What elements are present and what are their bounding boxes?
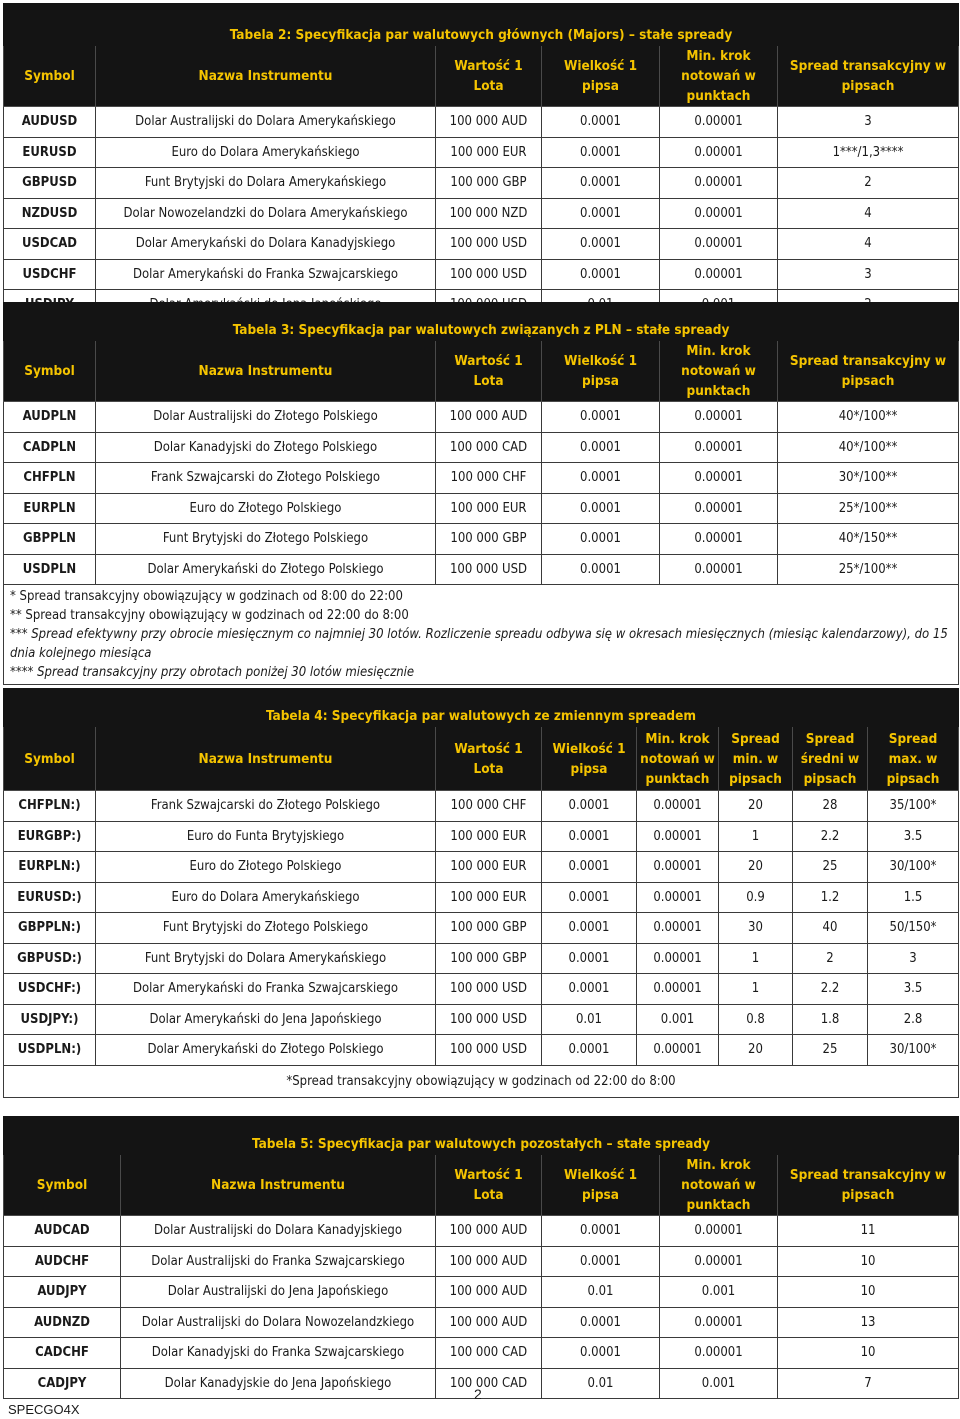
cell-spread: 10 (778, 1338, 959, 1369)
cell-instrument-name: Dolar Australijski do Franka Szwajcarskiego (121, 1246, 436, 1277)
table-row (4, 493, 959, 524)
table-row (4, 402, 959, 433)
table-title-row (4, 4, 959, 46)
footnote-row (4, 1065, 959, 1097)
table-row (4, 229, 959, 260)
table-row (4, 974, 959, 1005)
footnote-2: ** Spread transakcyjny obowiązujący w godzinach od 22:00 do 8:00 (10, 608, 409, 623)
majors-spec-table (3, 3, 959, 321)
cell-spread: 11 (778, 1216, 959, 1247)
cell-spread: 30*/100** (778, 463, 959, 494)
cell-spread: 10 (778, 1277, 959, 1308)
cell-min-tick: 0.00001 (660, 554, 778, 585)
header-min-tick: Min. krok notowań w punktach (660, 341, 778, 402)
cell-spread-avg: 2.2 (793, 974, 868, 1005)
cell-symbol: USDPLN (4, 554, 96, 585)
cell-symbol: GBPUSD:) (4, 943, 96, 974)
cell-spread-max: 2.8 (868, 1004, 959, 1035)
cell-min-tick: 0.00001 (637, 913, 719, 944)
table-row (4, 107, 959, 138)
document-code: SPECGO4X (8, 1402, 80, 1417)
cell-spread-max: 3.5 (868, 821, 959, 852)
table-row (4, 852, 959, 883)
cell-symbol: AUDJPY (4, 1277, 121, 1308)
cell-instrument-name: Funt Brytyjski do Złotego Polskiego (96, 524, 436, 555)
cell-symbol: USDCAD (4, 229, 96, 260)
cell-symbol: EURUSD (4, 137, 96, 168)
cell-spread: 3 (778, 107, 959, 138)
cell-min-tick: 0.00001 (660, 463, 778, 494)
cell-instrument-name: Dolar Amerykański do Franka Szwajcarskiego (96, 974, 436, 1005)
table-title: Tabela 5: Specyfikacja par walutowych pozostałych – stałe spready (4, 1117, 959, 1155)
cell-pip-size: 0.0001 (542, 402, 660, 433)
header-lot-value: Wartość 1 Lota (436, 1155, 542, 1216)
table-title: Tabela 2: Specyfikacja par walutowych głównych (Majors) – stałe spready (4, 4, 959, 46)
cell-pip-size: 0.0001 (542, 852, 637, 883)
cell-instrument-name: Euro do Złotego Polskiego (96, 493, 436, 524)
cell-instrument-name: Dolar Amerykański do Dolara Kanadyjskiego (96, 229, 436, 260)
cell-spread: 4 (778, 198, 959, 229)
cell-lot-value: 100 000 AUD (436, 1277, 542, 1308)
cell-pip-size: 0.0001 (542, 168, 660, 199)
cell-min-tick: 0.00001 (660, 107, 778, 138)
header-lot-value: Wartość 1 Lota (436, 46, 542, 107)
cell-lot-value: 100 000 CHF (436, 463, 542, 494)
cell-min-tick: 0.00001 (660, 229, 778, 260)
cell-min-tick: 0.001 (637, 1004, 719, 1035)
cell-pip-size: 0.01 (542, 1004, 637, 1035)
cell-symbol: USDCHF (4, 259, 96, 290)
cell-symbol: NZDUSD (4, 198, 96, 229)
cell-instrument-name: Dolar Australijski do Dolara Nowozelandzkiego (121, 1307, 436, 1338)
cell-spread: 1***/1,3**** (778, 137, 959, 168)
cell-symbol: CHFPLN:) (4, 791, 96, 822)
cell-pip-size: 0.0001 (542, 913, 637, 944)
header-symbol: Symbol (4, 341, 96, 402)
cell-min-tick: 0.00001 (660, 493, 778, 524)
cell-min-tick: 0.00001 (637, 791, 719, 822)
cell-instrument-name: Dolar Kanadyjski do Złotego Polskiego (96, 432, 436, 463)
cell-pip-size: 0.0001 (542, 524, 660, 555)
cell-symbol: AUDUSD (4, 107, 96, 138)
cell-symbol: CADCHF (4, 1338, 121, 1369)
cell-symbol: GBPPLN:) (4, 913, 96, 944)
cell-instrument-name: Funt Brytyjski do Dolara Amerykańskiego (96, 168, 436, 199)
header-lot-value: Wartość 1 Lota (436, 727, 542, 791)
cell-spread-avg: 1.8 (793, 1004, 868, 1035)
cell-spread: 40*/150** (778, 524, 959, 555)
cell-instrument-name: Dolar Australijski do Dolara Amerykańskiego (96, 107, 436, 138)
header-symbol: Symbol (4, 727, 96, 791)
cell-spread-avg: 28 (793, 791, 868, 822)
cell-spread: 1 (719, 821, 793, 852)
header-min-tick: Min. krok notowań w punktach (660, 46, 778, 107)
table-row (4, 259, 959, 290)
cell-symbol: USDJPY:) (4, 1004, 96, 1035)
cell-instrument-name: Euro do Złotego Polskiego (96, 852, 436, 883)
header-symbol: Symbol (4, 46, 96, 107)
cell-spread-max: 3 (868, 943, 959, 974)
table-row (4, 913, 959, 944)
pln-spec-table (3, 302, 959, 685)
cell-min-tick: 0.00001 (660, 402, 778, 433)
cell-symbol: CHFPLN (4, 463, 96, 494)
cell-spread: 2 (778, 168, 959, 199)
header-min-tick: Min. krok notowań w punktach (637, 727, 719, 791)
cell-instrument-name: Frank Szwajcarski do Złotego Polskiego (96, 791, 436, 822)
table-header-row (4, 1155, 959, 1216)
cell-instrument-name: Dolar Australijski do Dolara Kanadyjskiego (121, 1216, 436, 1247)
cell-spread-avg: 25 (793, 852, 868, 883)
cell-min-tick: 0.00001 (660, 168, 778, 199)
header-spread: Spread transakcyjny w pipsach (778, 341, 959, 402)
cell-lot-value: 100 000 CAD (436, 1338, 542, 1369)
cell-lot-value: 100 000 GBP (436, 913, 542, 944)
cell-lot-value: 100 000 GBP (436, 524, 542, 555)
header-instrument-name: Nazwa Instrumentu (96, 341, 436, 402)
cell-lot-value: 100 000 CHF (436, 791, 542, 822)
table-row (4, 791, 959, 822)
cell-lot-value: 100 000 GBP (436, 943, 542, 974)
cell-spread-avg: 2 (793, 943, 868, 974)
cell-min-tick: 0.00001 (637, 852, 719, 883)
cell-spread: 13 (778, 1307, 959, 1338)
cell-pip-size: 0.0001 (542, 1307, 660, 1338)
cell-instrument-name: Dolar Amerykański do Złotego Polskiego (96, 1035, 436, 1066)
cell-instrument-name: Dolar Kanadyjski do Franka Szwajcarskiego (121, 1338, 436, 1369)
cell-pip-size: 0.0001 (542, 1246, 660, 1277)
table-row (4, 463, 959, 494)
cell-spread-max: 30/100* (868, 1035, 959, 1066)
cell-min-tick: 0.00001 (660, 1216, 778, 1247)
header-spread: Spread transakcyjny w pipsach (778, 46, 959, 107)
cell-pip-size: 0.0001 (542, 791, 637, 822)
cell-spread: 40*/100** (778, 432, 959, 463)
cell-pip-size: 0.0001 (542, 882, 637, 913)
table-row (4, 554, 959, 585)
cell-spread-max: 50/150* (868, 913, 959, 944)
header-instrument-name: Nazwa Instrumentu (96, 46, 436, 107)
other-pairs-spec-table (3, 1116, 959, 1399)
cell-spread: 0.8 (719, 1004, 793, 1035)
cell-min-tick: 0.00001 (637, 974, 719, 1005)
table-row (4, 524, 959, 555)
cell-lot-value: 100 000 USD (436, 1004, 542, 1035)
table-row (4, 198, 959, 229)
table-row (4, 943, 959, 974)
cell-pip-size: 0.0001 (542, 137, 660, 168)
cell-instrument-name: Frank Szwajcarski do Złotego Polskiego (96, 463, 436, 494)
cell-min-tick: 0.00001 (637, 882, 719, 913)
cell-spread-avg: 40 (793, 913, 868, 944)
cell-symbol: AUDCAD (4, 1216, 121, 1247)
cell-symbol: CADJPY (4, 1368, 121, 1399)
table-header-row (4, 727, 959, 791)
cell-symbol: EURPLN (4, 493, 96, 524)
cell-min-tick: 0.00001 (637, 821, 719, 852)
cell-symbol: EURGBP:) (4, 821, 96, 852)
cell-spread: 20 (719, 1035, 793, 1066)
cell-lot-value: 100 000 USD (436, 554, 542, 585)
cell-pip-size: 0.0001 (542, 229, 660, 260)
table-row (4, 168, 959, 199)
table-header-row (4, 46, 959, 107)
cell-lot-value: 100 000 USD (436, 1035, 542, 1066)
footnote-4: **** Spread transakcyjny przy obrotach poniżej 30 lotów miesięcznie (10, 665, 415, 680)
cell-pip-size: 0.0001 (542, 198, 660, 229)
table-row (4, 821, 959, 852)
cell-min-tick: 0.001 (660, 1368, 778, 1399)
cell-min-tick: 0.00001 (660, 137, 778, 168)
table-title: Tabela 3: Specyfikacja par walutowych związanych z PLN – stałe spready (4, 303, 959, 341)
cell-spread: 10 (778, 1246, 959, 1277)
cell-spread-max: 3.5 (868, 974, 959, 1005)
table-row (4, 1035, 959, 1066)
header-pip-size: Wielkość 1 pipsa (542, 341, 660, 402)
cell-symbol: EURUSD:) (4, 882, 96, 913)
cell-spread-max: 30/100* (868, 852, 959, 883)
cell-min-tick: 0.001 (660, 1277, 778, 1308)
cell-min-tick: 0.00001 (660, 1246, 778, 1277)
cell-lot-value: 100 000 AUD (436, 107, 542, 138)
cell-spread: 40*/100** (778, 402, 959, 433)
footnotes-row (4, 585, 959, 685)
cell-min-tick: 0.00001 (660, 1307, 778, 1338)
cell-instrument-name: Dolar Australijski do Złotego Polskiego (96, 402, 436, 433)
cell-instrument-name: Euro do Dolara Amerykańskiego (96, 137, 436, 168)
cell-spread-avg: 1.2 (793, 882, 868, 913)
cell-instrument-name: Dolar Australijski do Jena Japońskiego (121, 1277, 436, 1308)
header-spread-avg: Spread średni w pipsach (793, 727, 868, 791)
cell-instrument-name: Dolar Kanadyjskie do Jena Japońskiego (121, 1368, 436, 1399)
table-title-row (4, 1117, 959, 1155)
cell-pip-size: 0.0001 (542, 554, 660, 585)
cell-pip-size: 0.0001 (542, 259, 660, 290)
cell-spread: 1 (719, 943, 793, 974)
header-instrument-name: Nazwa Instrumentu (96, 727, 436, 791)
cell-lot-value: 100 000 USD (436, 974, 542, 1005)
table-title: Tabela 4: Specyfikacja par walutowych ze zmiennym spreadem (4, 689, 959, 727)
cell-pip-size: 0.0001 (542, 1216, 660, 1247)
header-spread-min: Spread min. w pipsach (719, 727, 793, 791)
cell-spread: 20 (719, 852, 793, 883)
table-row (4, 137, 959, 168)
table-row (4, 882, 959, 913)
cell-instrument-name: Dolar Nowozelandzki do Dolara Amerykańskiego (96, 198, 436, 229)
cell-spread: 3 (778, 259, 959, 290)
cell-symbol: USDCHF:) (4, 974, 96, 1005)
cell-lot-value: 100 000 NZD (436, 198, 542, 229)
cell-symbol: USDPLN:) (4, 1035, 96, 1066)
cell-instrument-name: Dolar Amerykański do Złotego Polskiego (96, 554, 436, 585)
cell-lot-value: 100 000 CAD (436, 432, 542, 463)
header-instrument-name: Nazwa Instrumentu (121, 1155, 436, 1216)
cell-pip-size: 0.0001 (542, 1338, 660, 1369)
cell-instrument-name: Euro do Funta Brytyjskiego (96, 821, 436, 852)
cell-spread-max: 1.5 (868, 882, 959, 913)
cell-lot-value: 100 000 CAD (436, 1368, 542, 1399)
table-row (4, 1307, 959, 1338)
cell-lot-value: 100 000 AUD (436, 1246, 542, 1277)
cell-min-tick: 0.00001 (660, 1338, 778, 1369)
cell-instrument-name: Dolar Amerykański do Jena Japońskiego (96, 1004, 436, 1035)
cell-instrument-name: Funt Brytyjski do Dolara Amerykańskiego (96, 943, 436, 974)
cell-min-tick: 0.00001 (637, 1035, 719, 1066)
header-spread-max: Spread max. w pipsach (868, 727, 959, 791)
cell-instrument-name: Funt Brytyjski do Złotego Polskiego (96, 913, 436, 944)
cell-spread: 20 (719, 791, 793, 822)
table-row (4, 1216, 959, 1247)
cell-instrument-name: Euro do Dolara Amerykańskiego (96, 882, 436, 913)
footnote: *Spread transakcyjny obowiązujący w godzinach od 22:00 do 8:00 (4, 1065, 959, 1097)
cell-lot-value: 100 000 EUR (436, 493, 542, 524)
cell-spread: 0.9 (719, 882, 793, 913)
table-row (4, 1277, 959, 1308)
table-title-row (4, 689, 959, 727)
cell-lot-value: 100 000 EUR (436, 882, 542, 913)
cell-lot-value: 100 000 EUR (436, 137, 542, 168)
table-row (4, 1004, 959, 1035)
cell-lot-value: 100 000 USD (436, 229, 542, 260)
cell-pip-size: 0.0001 (542, 493, 660, 524)
cell-spread: 7 (778, 1368, 959, 1399)
cell-symbol: GBPPLN (4, 524, 96, 555)
cell-lot-value: 100 000 AUD (436, 1216, 542, 1247)
cell-pip-size: 0.01 (542, 1368, 660, 1399)
cell-symbol: AUDPLN (4, 402, 96, 433)
cell-lot-value: 100 000 EUR (436, 821, 542, 852)
header-lot-value: Wartość 1 Lota (436, 341, 542, 402)
cell-symbol: EURPLN:) (4, 852, 96, 883)
header-pip-size: Wielkość 1 pipsa (542, 727, 637, 791)
variable-spread-table (3, 688, 959, 1098)
cell-spread: 25*/100** (778, 554, 959, 585)
footnote-1: * Spread transakcyjny obowiązujący w godzinach od 8:00 do 22:00 (10, 589, 403, 604)
header-pip-size: Wielkość 1 pipsa (542, 1155, 660, 1216)
cell-lot-value: 100 000 GBP (436, 168, 542, 199)
cell-spread: 30 (719, 913, 793, 944)
cell-instrument-name: Dolar Amerykański do Franka Szwajcarskiego (96, 259, 436, 290)
table-row (4, 1246, 959, 1277)
cell-pip-size: 0.0001 (542, 463, 660, 494)
cell-spread-avg: 2.2 (793, 821, 868, 852)
cell-symbol: GBPUSD (4, 168, 96, 199)
cell-pip-size: 0.0001 (542, 821, 637, 852)
cell-lot-value: 100 000 USD (436, 259, 542, 290)
table-header-row (4, 341, 959, 402)
cell-spread-avg: 25 (793, 1035, 868, 1066)
table-row (4, 432, 959, 463)
header-min-tick: Min. krok notowań w punktach (660, 1155, 778, 1216)
cell-lot-value: 100 000 AUD (436, 1307, 542, 1338)
cell-spread: 25*/100** (778, 493, 959, 524)
cell-spread: 1 (719, 974, 793, 1005)
cell-min-tick: 0.00001 (660, 432, 778, 463)
cell-min-tick: 0.00001 (660, 259, 778, 290)
header-spread: Spread transakcyjny w pipsach (778, 1155, 959, 1216)
cell-min-tick: 0.00001 (637, 943, 719, 974)
cell-min-tick: 0.00001 (660, 524, 778, 555)
header-pip-size: Wielkość 1 pipsa (542, 46, 660, 107)
cell-pip-size: 0.0001 (542, 943, 637, 974)
cell-symbol: CADPLN (4, 432, 96, 463)
page-number: 2 (474, 1386, 482, 1402)
footnotes (4, 585, 959, 685)
footnote-3: *** Spread efektywny przy obrocie miesięcznym co najmniej 30 lotów. Rozliczenie spreadu odbywa się w okresach miesięcznych (miesiąc kalendarzowy), do 15 dnia kolejnego miesiąca (10, 627, 948, 661)
cell-symbol: AUDNZD (4, 1307, 121, 1338)
cell-pip-size: 0.0001 (542, 107, 660, 138)
cell-pip-size: 0.0001 (542, 974, 637, 1005)
cell-pip-size: 0.01 (542, 1277, 660, 1308)
cell-spread-max: 35/100* (868, 791, 959, 822)
cell-min-tick: 0.00001 (660, 198, 778, 229)
table-title-row (4, 303, 959, 341)
cell-pip-size: 0.0001 (542, 432, 660, 463)
header-symbol: Symbol (4, 1155, 121, 1216)
cell-spread: 4 (778, 229, 959, 260)
table-row (4, 1338, 959, 1369)
cell-pip-size: 0.0001 (542, 1035, 637, 1066)
cell-symbol: AUDCHF (4, 1246, 121, 1277)
cell-lot-value: 100 000 EUR (436, 852, 542, 883)
cell-lot-value: 100 000 AUD (436, 402, 542, 433)
